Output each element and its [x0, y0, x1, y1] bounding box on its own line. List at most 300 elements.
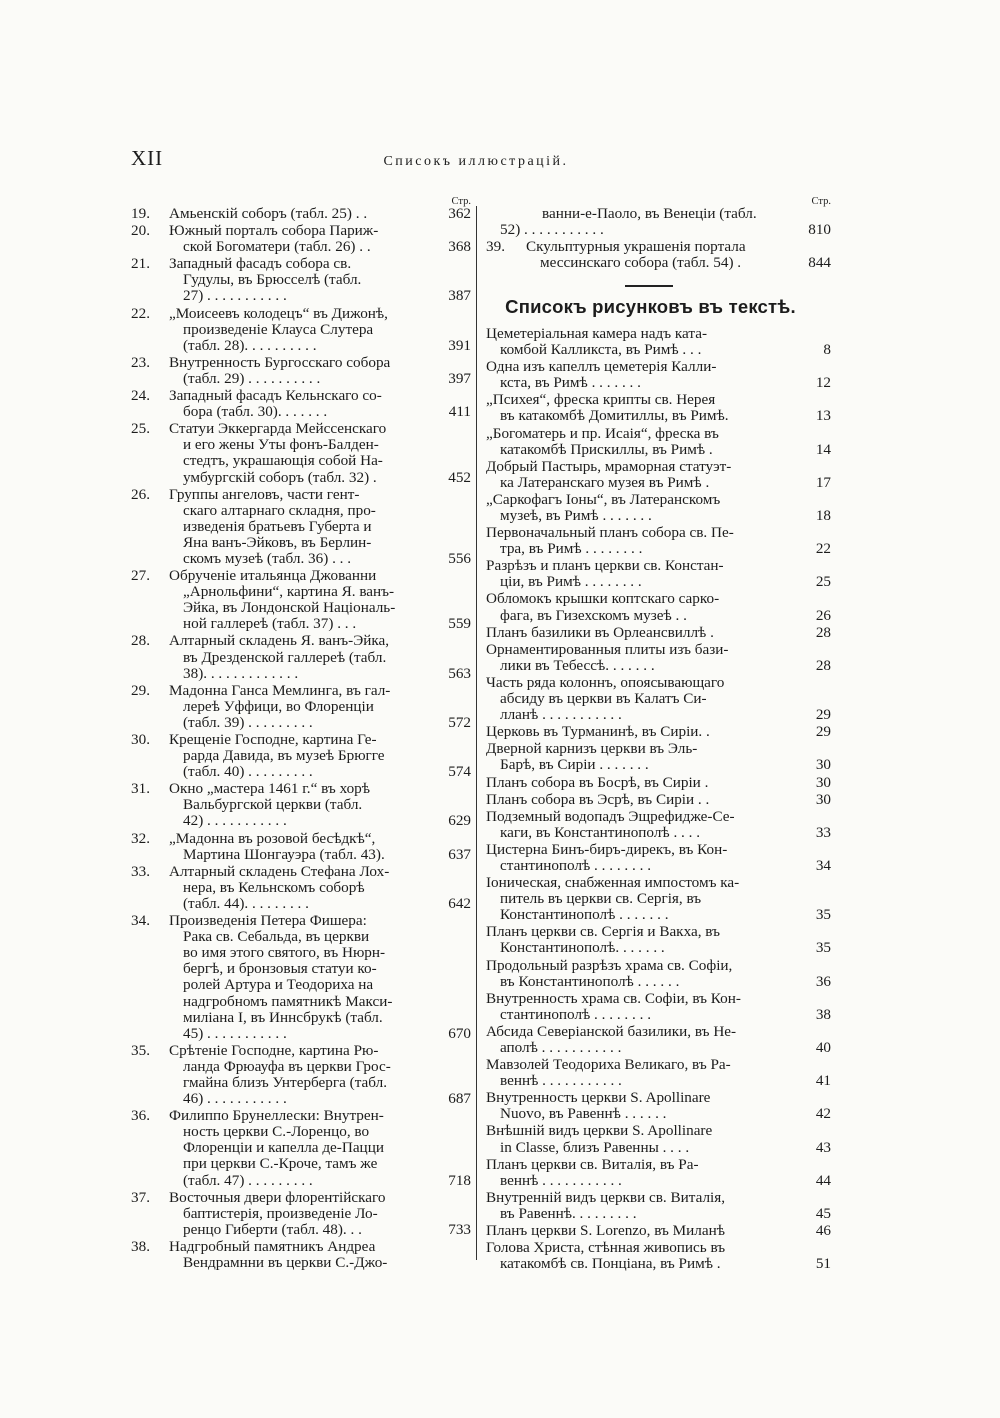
list-item: [486, 792, 831, 808]
entry-line: Планъ собора въ Босрѣ, въ Сиріи .: [486, 774, 709, 791]
entry-line: произведеніе Клауса Слутера: [183, 321, 374, 338]
entry-text: [169, 223, 433, 255]
list-item: [486, 924, 831, 956]
entry-text: [169, 913, 433, 1042]
entry-line: въ Дрезденской галлереѣ (табл.: [183, 649, 387, 666]
entry-line: Внутренность церкви S. Apollinare: [486, 1090, 711, 1107]
entry-line: Флоренціи и капелла де-Пацци: [183, 1140, 384, 1157]
entry-line: Группы ангеловъ, части гент-: [169, 486, 360, 503]
entry-number: 29.: [131, 681, 150, 699]
entry-line: лики въ Тебессѣ. . . . . . .: [500, 657, 655, 674]
entry-line: Планъ церкви св. Сергія и Вакха, въ: [486, 924, 720, 941]
list-item: [131, 781, 471, 829]
entry-text: [169, 1108, 433, 1188]
entry-text: [486, 558, 797, 590]
list-item: [131, 732, 471, 780]
page-number: XII: [131, 146, 164, 170]
entry-page: 844: [808, 254, 831, 272]
entry-text: [486, 1240, 797, 1272]
entry-line: во имя этого святого, въ Нюрн-: [183, 945, 386, 962]
entry-text: [486, 991, 797, 1023]
list-item: [486, 724, 831, 740]
entry-line: Орнаментированныя плиты изъ бази-: [486, 641, 729, 658]
entry-text: [486, 1057, 797, 1089]
list-item: [486, 1057, 831, 1089]
entry-text: [169, 683, 433, 731]
list-item: [486, 842, 831, 874]
entry-line: скаго алтарнаго складня, про-: [183, 502, 376, 519]
entry-line: Алтарный складень Стефана Лох-: [169, 863, 390, 880]
entry-text: [169, 355, 433, 387]
list-item: [486, 1123, 831, 1155]
entry-text: [486, 958, 797, 990]
entry-text: [169, 256, 433, 304]
entry-line: Планъ базилики въ Орлеансвиллѣ .: [486, 624, 714, 641]
entry-line: лереѣ Уффици, во Флоренціи: [183, 698, 374, 715]
entry-text: [486, 924, 797, 956]
entry-line: „Психея“, фреска крипты св. Нерея: [486, 392, 716, 409]
entry-line: скомъ музеѣ (табл. 36) . . .: [183, 550, 352, 567]
entry-text: [169, 831, 433, 863]
entry-line: Первоначальный планъ собора св. Пе-: [486, 525, 734, 542]
list-item: [131, 864, 471, 912]
entry-text: [486, 1090, 797, 1122]
entry-number: 25.: [131, 420, 150, 438]
entry-line: (табл. 28). . . . . . . . . .: [183, 337, 317, 354]
entry-line: гмайна близъ Унтерберга (табл.: [183, 1074, 388, 1091]
entry-text: [486, 642, 797, 674]
entry-line: при церкви С.-Кроче, тамъ же: [183, 1156, 378, 1173]
entry-line: катакомбѣ Прискиллы, въ Римѣ .: [500, 441, 713, 458]
entry-line: музеѣ, въ Римѣ . . . . . . .: [500, 508, 652, 524]
entry-line: Іоническая, снабженная импостомъ ка-: [486, 875, 740, 892]
entry-line: катакомбѣ св. Понціана, въ Римѣ .: [500, 1256, 721, 1273]
list-item: [486, 675, 831, 723]
entry-line: надгробномъ памятникѣ Макси-: [183, 993, 393, 1010]
entry-number: 19.: [131, 205, 150, 222]
section-rule: [625, 285, 673, 287]
list-item: [486, 492, 831, 524]
entry-line: въ Константинополѣ . . . . . .: [500, 973, 680, 990]
entry-line: „Саркофагъ Іоны“, въ Латеранскомъ: [486, 491, 721, 508]
list-item: [131, 633, 471, 681]
entry-text: [169, 568, 433, 632]
list-item: [131, 421, 471, 485]
entry-number: 33.: [131, 862, 150, 880]
entry-page: 12: [815, 374, 831, 392]
entry-text: [169, 1239, 433, 1271]
entry-number: 34.: [131, 912, 150, 930]
entry-text: [486, 724, 797, 740]
entry-page: 563: [448, 664, 471, 682]
entry-text: [486, 1024, 797, 1056]
entry-line: въ Равеннѣ. . . . . . . . .: [500, 1205, 637, 1222]
entry-line: Внутренность Бургосскаго собора: [169, 354, 391, 371]
entry-line: Подземный водопадъ Эщрефидже-Се-: [486, 808, 735, 825]
entry-line: Внутренній видъ церкви св. Виталія,: [486, 1189, 726, 1206]
entry-line: Внутренность храма св. Софіи, въ Кон-: [486, 990, 741, 1007]
running-title: Списокъ иллюстрацій.: [383, 154, 569, 169]
list-item: [486, 1190, 831, 1222]
entry-text: [169, 781, 433, 829]
entry-number: 39.: [486, 238, 505, 256]
entry-line: 45) . . . . . . . . . . .: [183, 1025, 287, 1042]
entry-line: Вендрамнни въ церкви С.-Джо-: [183, 1255, 388, 1271]
list-item: [486, 392, 831, 424]
entry-page: 629: [448, 812, 471, 830]
entry-line: мессинскаго собора (табл. 54) .: [540, 255, 742, 272]
page-column-header: [486, 194, 831, 206]
list-item: [486, 1090, 831, 1122]
entry-line: Яна ванъ-Эйковъ, въ Берлин-: [183, 534, 372, 551]
page-column-header: [131, 194, 471, 206]
entry-page: 670: [448, 1024, 471, 1042]
entry-number: 24.: [131, 387, 150, 405]
entry-line: Статуи Эккергарда Мейссенскаго: [169, 421, 387, 438]
list-item: [131, 1108, 471, 1188]
list-item: [486, 958, 831, 990]
entry-page: 642: [448, 894, 471, 912]
entry-line: стантинополѣ . . . . . . . .: [500, 857, 652, 874]
entry-page: 44: [815, 1171, 831, 1189]
entry-line: Произведенія Петера Фишера:: [169, 913, 367, 930]
entry-text: [486, 525, 797, 557]
entry-page: 810: [808, 221, 831, 239]
entry-line: Скульптурныя украшенія портала: [526, 239, 746, 256]
list-item: [486, 206, 831, 238]
entry-line: Одна изъ капеллъ цеметерія Калли-: [486, 359, 717, 376]
entry-page: 391: [448, 336, 471, 354]
entry-line: аполѣ . . . . . . . . . . .: [500, 1040, 622, 1056]
list-item: [131, 1043, 471, 1107]
entry-line: Барѣ, въ Сиріи . . . . . . .: [500, 757, 649, 774]
entry-line: ской Богоматери (табл. 26) . .: [183, 239, 371, 256]
entry-line: in Classe, близъ Равенны . . . .: [500, 1139, 690, 1156]
entry-line: Окно „мастера 1461 г.“ въ хорѣ: [169, 781, 371, 798]
entry-page: 556: [448, 549, 471, 567]
list-item: [131, 206, 471, 222]
entry-line: Продольный разрѣзъ храма св. Софіи,: [486, 957, 733, 974]
entry-line: каги, въ Константинополѣ . . . .: [500, 824, 701, 841]
entry-line: 38). . . . . . . . . . . . .: [183, 665, 299, 682]
entry-line: и его жены Уты фонъ-Балден-: [183, 437, 379, 454]
entry-line: Гудулы, въ Брюсселѣ (табл.: [183, 272, 362, 289]
entry-line: Надгробный памятникъ Андреа: [169, 1238, 376, 1255]
entry-page: 42: [815, 1105, 831, 1123]
list-item: [486, 642, 831, 674]
plates-list: [131, 206, 471, 1271]
entry-line: бора (табл. 30). . . . . . .: [183, 404, 328, 421]
entry-line: Часть ряда колоннъ, опоясывающаго: [486, 674, 725, 691]
list-item: [486, 426, 831, 458]
entry-line: фага, въ Гизехскомъ музеѣ . .: [500, 607, 687, 624]
entry-page: 25: [815, 573, 831, 591]
entry-page: 22: [815, 540, 831, 558]
entry-page: 38: [815, 1005, 831, 1023]
entry-text: [486, 359, 797, 391]
entry-page: 46: [815, 1222, 831, 1240]
entry-number: 28.: [131, 632, 150, 650]
entry-line: Мартина Шонгауэра (табл. 43).: [183, 846, 385, 863]
entry-line: бергѣ, и бронзовыя статуи ко-: [183, 961, 377, 978]
entry-line: въ катакомбѣ Домитиллы, въ Римѣ.: [500, 408, 729, 425]
entry-page: 18: [815, 507, 831, 524]
entry-page: 572: [448, 713, 471, 731]
entry-page: 637: [448, 845, 471, 863]
entry-line: веннѣ . . . . . . . . . . .: [500, 1073, 622, 1090]
entry-line: (табл. 44). . . . . . . . .: [183, 895, 309, 912]
entry-page: 35: [815, 906, 831, 924]
list-item: [486, 775, 831, 791]
entry-line: ной галлереѣ (табл. 37) . . .: [183, 616, 357, 633]
entry-number: 30.: [131, 731, 150, 748]
right-column: [486, 194, 831, 1273]
entry-line: баптистерія, произведеніе Ло-: [183, 1205, 378, 1222]
entry-text: [486, 1190, 797, 1222]
entry-text: [486, 1123, 797, 1155]
entry-line: питель въ церкви св. Сергія, въ: [500, 891, 702, 908]
entry-line: „Арнольфини“, картина Я. ванъ-: [183, 584, 395, 601]
entry-line: кста, въ Римѣ . . . . . . .: [500, 375, 641, 392]
entry-line: 46) . . . . . . . . . . .: [183, 1091, 287, 1108]
entry-page: 733: [448, 1220, 471, 1238]
entry-line: Амьенскій соборъ (табл. 25) . .: [169, 206, 368, 222]
entry-page: 687: [448, 1090, 471, 1108]
list-item: [486, 809, 831, 841]
entry-line: изведенія братьевъ Губерта и: [183, 518, 372, 535]
entry-text: [486, 1157, 797, 1189]
list-item: [486, 991, 831, 1023]
entry-line: стедтъ, украшающія собой На-: [183, 453, 383, 470]
entry-line: Рака св. Себальда, въ церкви: [183, 929, 370, 946]
entry-page: 51: [815, 1255, 831, 1273]
entry-page: 8: [823, 341, 831, 359]
entry-line: Южный порталъ собора Париж-: [169, 223, 379, 240]
entry-line: Западный фасадъ собора св.: [169, 256, 352, 273]
entry-line: „Мадонна въ розовой бесѣдкѣ“,: [169, 830, 376, 847]
entry-text: [169, 1043, 433, 1107]
list-item: [131, 355, 471, 387]
list-item: [131, 568, 471, 632]
entry-line: Церковь въ Турманинѣ, въ Сиріи. .: [486, 724, 710, 741]
entry-page: 387: [448, 287, 471, 305]
entry-line: Добрый Пастырь, мраморная статуэт-: [486, 458, 732, 475]
entry-line: Крещеніе Господне, картина Ге-: [169, 732, 377, 748]
entry-text: [169, 206, 433, 222]
entry-text: [486, 875, 797, 923]
entry-line: Мавзолей Теодориха Великаго, въ Ра-: [486, 1057, 731, 1074]
entry-line: тра, въ Римѣ . . . . . . . .: [500, 541, 643, 558]
entry-page: 34: [815, 856, 831, 874]
entry-text: [486, 459, 797, 491]
entry-number: 37.: [131, 1188, 150, 1206]
list-item: [486, 625, 831, 641]
entry-page: 26: [815, 606, 831, 624]
section-title: Списокъ рисунковъ въ текстѣ.: [505, 295, 796, 317]
column-divider: [476, 206, 477, 1260]
list-item: [131, 831, 471, 863]
entry-line: стантинополѣ . . . . . . . .: [500, 1006, 652, 1023]
entry-number: 22.: [131, 304, 150, 322]
entry-number: 32.: [131, 829, 150, 847]
list-item: [486, 741, 831, 773]
entry-line: умбургскій соборъ (табл. 32) .: [183, 469, 377, 486]
entry-line: Обрученіе итальянца Джованни: [169, 568, 377, 585]
list-item: [486, 1223, 831, 1239]
entry-line: (табл. 47) . . . . . . . . .: [183, 1172, 313, 1189]
entry-page: 41: [815, 1072, 831, 1090]
list-item: [131, 913, 471, 1042]
entry-line: Эйка, въ Лондонской Національ-: [183, 600, 396, 617]
entry-page: 574: [448, 763, 471, 781]
entry-page: 411: [448, 403, 471, 421]
entry-line: 42) . . . . . . . . . . .: [183, 813, 287, 830]
list-item: [131, 487, 471, 567]
list-item: [131, 1239, 471, 1271]
page-column-header-label: Стр.: [451, 196, 471, 207]
entry-page: 33: [815, 823, 831, 841]
list-item: [486, 558, 831, 590]
entry-line: Разрѣзъ и планъ церкви св. Констан-: [486, 558, 724, 575]
list-item: [131, 1190, 471, 1238]
entry-line: Обломокъ крышки коптскаго сарко-: [486, 591, 720, 608]
entry-text: [486, 842, 797, 874]
entry-text: [169, 633, 433, 681]
entry-line: ціи, въ Римѣ . . . . . . . .: [500, 574, 642, 591]
list-item: [486, 1024, 831, 1056]
entry-number: 21.: [131, 255, 150, 273]
entry-number: 23.: [131, 353, 150, 371]
entry-page: 397: [448, 369, 471, 387]
entry-line: Внѣшній видъ церкви S. Apollinare: [486, 1123, 713, 1140]
entry-line: Абсида Северіанской базилики, въ Не-: [486, 1023, 737, 1040]
entry-number: 38.: [131, 1237, 150, 1255]
entry-text: [169, 732, 433, 780]
entry-text: [169, 388, 433, 420]
list-item: [486, 359, 831, 391]
entry-line: „Моисеевъ колодецъ“ въ Дижонѣ,: [169, 305, 388, 322]
entry-text: [486, 1223, 797, 1239]
entry-text: [526, 239, 793, 271]
entry-page: 29: [815, 723, 831, 741]
entry-page: 362: [448, 205, 471, 222]
entry-text: [486, 675, 797, 723]
list-item: [486, 1157, 831, 1189]
figures-list: [486, 326, 831, 1272]
entry-page: 17: [815, 473, 831, 491]
entry-page: 30: [815, 756, 831, 774]
entry-line: 27) . . . . . . . . . . .: [183, 288, 287, 305]
list-item: [486, 875, 831, 923]
entry-line: Голова Христа, стѣнная живопись въ: [486, 1240, 726, 1257]
list-item: [486, 525, 831, 557]
entry-text: [169, 864, 433, 912]
entry-page: 45: [815, 1204, 831, 1222]
entry-line: Планъ церкви св. Виталія, въ Ра-: [486, 1156, 699, 1173]
list-item: [131, 306, 471, 354]
entry-line: веннѣ . . . . . . . . . . .: [500, 1172, 622, 1189]
entry-line: Константинополѣ . . . . . . .: [500, 907, 669, 924]
entry-text: [169, 306, 433, 354]
entry-number: 31.: [131, 780, 150, 798]
entry-page: 30: [815, 790, 831, 808]
entry-line: лланѣ . . . . . . . . . . .: [500, 707, 622, 724]
entry-line: 52) . . . . . . . . . . .: [500, 222, 604, 239]
entry-line: Цистерна Бинъ-биръ-дирекъ, въ Кон-: [486, 841, 728, 858]
entry-text: [486, 775, 797, 791]
entry-line: Западный фасадъ Кельнскаго со-: [169, 388, 382, 405]
entry-page: 36: [815, 972, 831, 990]
entry-line: рарда Давида, въ музеѣ Брюгге: [183, 748, 385, 765]
entry-page: 29: [815, 706, 831, 724]
list-item: [131, 388, 471, 420]
entry-line: Вальбургской церкви (табл.: [183, 797, 363, 814]
entry-line: Цеметеріальная камера надъ ката-: [486, 325, 708, 342]
entry-page: 452: [448, 468, 471, 486]
entry-line: Планъ церкви S. Lorenzo, въ Миланѣ: [486, 1223, 726, 1240]
entry-page: 559: [448, 615, 471, 633]
entry-line: ность церкви С.-Лоренцо, во: [183, 1124, 370, 1141]
list-item: [131, 256, 471, 304]
entry-line: (табл. 29) . . . . . . . . . .: [183, 370, 321, 387]
entry-text: [486, 591, 797, 623]
entry-line: Алтарный складень Я. ванъ-Эйка,: [169, 633, 390, 650]
entry-line: Планъ собора въ Эсрѣ, въ Сиріи . .: [486, 791, 710, 808]
entry-line: ренцо Гиберти (табл. 48). . .: [183, 1221, 362, 1238]
entry-page: 30: [815, 773, 831, 791]
list-item: [131, 683, 471, 731]
entry-number: 35.: [131, 1041, 150, 1059]
entry-line: ролей Артура и Теодориха на: [183, 977, 374, 994]
entry-line: Константинополѣ. . . . . . .: [500, 940, 665, 957]
entry-text: [169, 421, 433, 485]
entry-line: Дверной карнизъ церкви въ Эль-: [486, 741, 698, 758]
entry-text: [486, 426, 797, 458]
entry-text: [486, 809, 797, 841]
entry-page: 35: [815, 939, 831, 957]
list-item: [486, 326, 831, 358]
left-column: [131, 194, 471, 1272]
entry-text: [169, 1190, 433, 1238]
page-header: [131, 146, 821, 176]
entry-line: „Богоматерь и пр. Исаія“, фреска въ: [486, 425, 719, 442]
entry-number: 36.: [131, 1107, 150, 1125]
entry-page: 28: [815, 656, 831, 674]
entry-line: ванни-е-Паоло, въ Венеціи (табл.: [542, 206, 757, 222]
entry-line: Мадонна Ганса Мемлинга, въ гал-: [169, 682, 391, 699]
entry-number: 26.: [131, 485, 150, 503]
list-item: [486, 239, 831, 271]
entry-page: 14: [815, 440, 831, 458]
entry-text: [486, 206, 797, 238]
entry-text: [486, 326, 797, 358]
entry-text: [486, 792, 797, 808]
entry-line: (табл. 39) . . . . . . . . .: [183, 714, 313, 731]
entry-page: 718: [448, 1171, 471, 1189]
entry-text: [486, 625, 797, 641]
entry-text: [169, 487, 433, 567]
entry-line: ка Латеранскаго музея въ Римѣ .: [500, 474, 710, 491]
entry-page: 40: [815, 1039, 831, 1056]
entry-page: 368: [448, 238, 471, 256]
entry-page: 43: [815, 1138, 831, 1156]
entry-line: ланда Фрюауфа въ церкви Грос-: [183, 1058, 391, 1075]
list-item: [486, 1240, 831, 1272]
entry-number: 27.: [131, 567, 150, 585]
list-item: [486, 459, 831, 491]
entry-line: Филиппо Брунеллески: Внутрен-: [169, 1108, 384, 1125]
entry-line: Срѣтеніе Господне, картина Рю-: [169, 1042, 379, 1059]
